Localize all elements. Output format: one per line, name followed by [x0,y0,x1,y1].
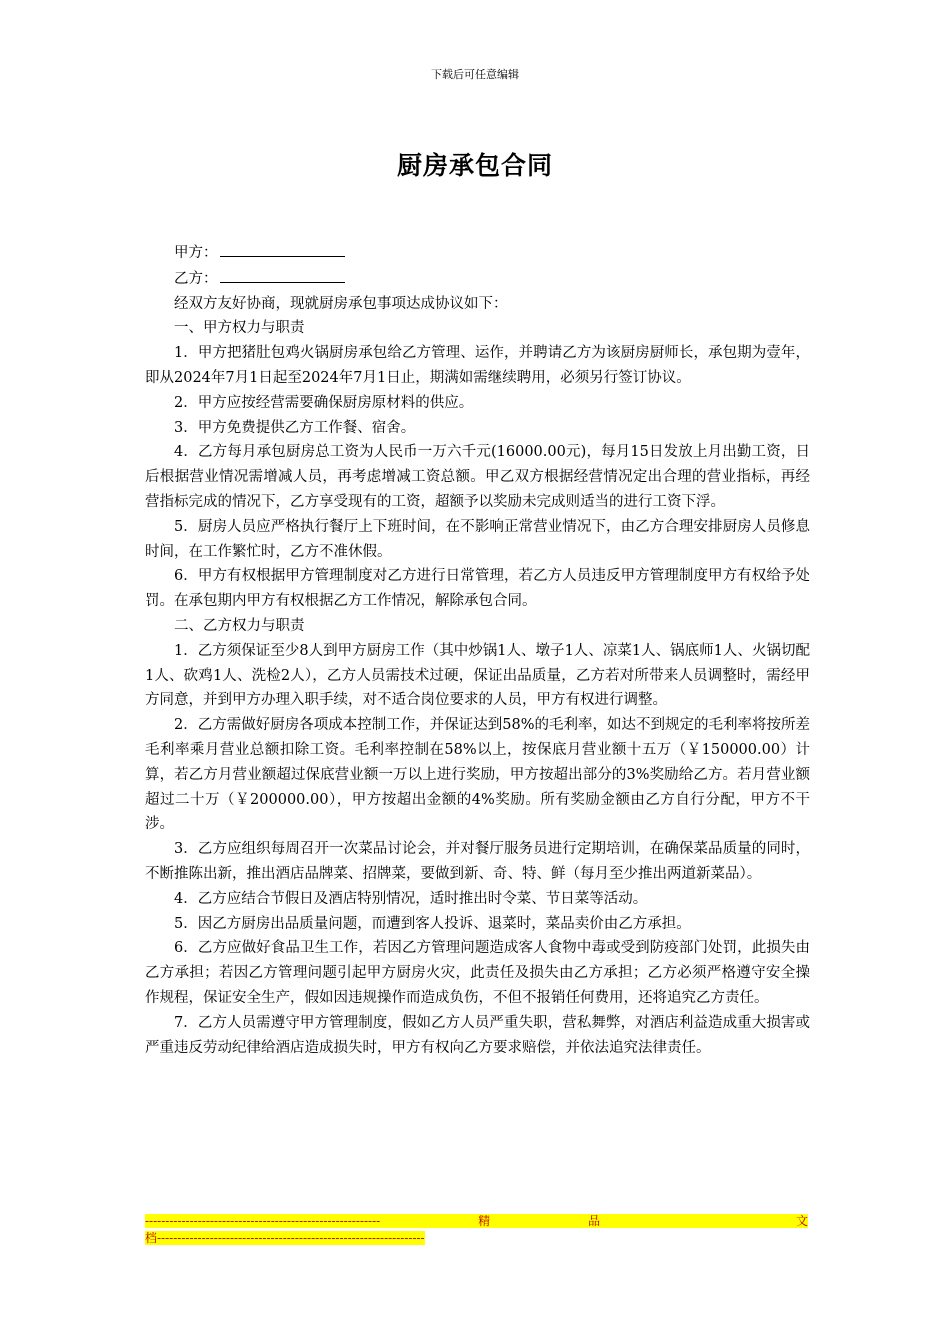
footer-dashes: ---------------------------------------------------------- [145,1214,381,1228]
section1-heading: 一、甲方权力与职责 [174,320,305,337]
party-b-label: 乙方： [174,270,218,287]
section1-item: 4．乙方每月承包厨房总工资为人民币一万六千元(16000.00元)，每月15日发放上月出勤工资，日后根据营业情况需增减人员，再考虑增减工资总额。甲乙双方根据经营情况定出合理的营业指标，再经营指标完成的情况下，乙方享受现有的工资，超额予以奖励未完成则适当的进行工资下浮。 [145,444,810,510]
party-a-label: 甲方： [174,245,218,261]
section1-item: 2．甲方应按经营需要确保厨房原材料的供应。 [174,394,474,411]
party-b-line [145,266,810,292]
section1-item: 5．厨房人员应严格执行餐厅上下班时间，在不影响正常营业情况下，由乙方合理安排厨房人员修息时间，在工作繁忙时，乙方不准休假。 [145,518,810,560]
section1-item: 6．甲方有权根据甲方管理制度对乙方进行日常管理，若乙方人员违反甲方管理制度甲方有权给予处罚。在承包期内甲方有权根据乙方工作情况，解除承包合同。 [145,568,810,610]
section2-item: 3．乙方应组织每周召开一次菜品讨论会，并对餐厅服务员进行定期培训，在确保菜品质量的同时，不断推陈出新，推出酒店品牌菜、招牌菜，要做到新、奇、特、鲜（每月至少推出两道新菜品）。 [145,841,810,882]
footer-line-2: 档------------------------------------------------------------------ [145,1231,425,1245]
contract-body [145,240,810,1060]
section2-item: 2．乙方需做好厨房各项成本控制工作，并保证达到58%的毛利率，如达不到规定的毛利率将按所差毛利率乘月营业总额扣除工资。毛利率控制在58%以上，按保底月营业额十五万（￥150000.00）计算，若乙方月营业额超过保底营业额一万以上进行奖励，甲方按超出部分的3%奖励给乙方。若月营业额超过二十万（￥200000.00），甲方按超出金额的4%奖励。所有奖励金额由乙方自行分配，甲方不干涉。 [145,717,810,833]
party-a-blank [220,240,345,257]
footer-char: 精 [478,1214,491,1228]
section2-item: 1．乙方须保证至少8人到甲方厨房工作（其中炒锅1人、墩子1人、凉菜1人、锅底师1人、火锅切配1人、砍鸡1人、洗检2人），乙方人员需技术过硬，保证出品质量，乙方若对所带来人员调整时，需经甲方同意，并到甲方办理入职手续，对不适合岗位要求的人员，甲方有权进行调整。 [145,642,810,709]
footer-line-1 [145,1214,808,1228]
section2-item: 6．乙方应做好食品卫生工作，若因乙方管理问题造成客人食物中毒或受到防疫部门处罚，此损失由乙方承担；若因乙方管理问题引起甲方厨房火灾，此责任及损失由乙方承担；乙方必须严格遵守安全操作规程，保证安全生产，假如因违规操作而造成负伤，不但不报销任何费用，还将追究乙方责任。 [145,940,810,1006]
section2-heading: 二、乙方权力与职责 [174,617,305,634]
section1-item: 1．甲方把猪肚包鸡火锅厨房承包给乙方管理、运作，并聘请乙方为该厨房厨师长，承包期为壹年，即从2024年7月1日起至2024年7月1日止，期满如需继续聘用，必须另行签订协议。 [145,345,810,386]
section2-item: 5．因乙方厨房出品质量问题，而遭到客人投诉、退菜时，菜品卖价由乙方承担。 [174,915,691,932]
intro-paragraph: 经双方友好协商，现就厨房承包事项达成协议如下： [174,295,508,312]
party-a-line [145,240,810,266]
footer-banner [145,1214,808,1228]
footer-char: 文 [795,1214,808,1228]
party-b-blank [220,266,345,283]
document-title: 厨房承包合同 [396,151,553,180]
header-note: 下载后可任意编辑 [431,68,519,81]
section2-item: 7．乙方人员需遵守甲方管理制度，假如乙方人员严重失职，营私舞弊，对酒店利益造成重大损害或严重违反劳动纪律给酒店造成损失时，甲方有权向乙方要求赔偿，并依法追究法律责任。 [145,1014,810,1056]
section2-item: 4．乙方应结合节假日及酒店特别情况，适时推出时令菜、节日菜等活动。 [174,890,648,907]
section1-item: 3．甲方免费提供乙方工作餐、宿舍。 [174,419,416,436]
footer-char: 品 [588,1214,601,1228]
